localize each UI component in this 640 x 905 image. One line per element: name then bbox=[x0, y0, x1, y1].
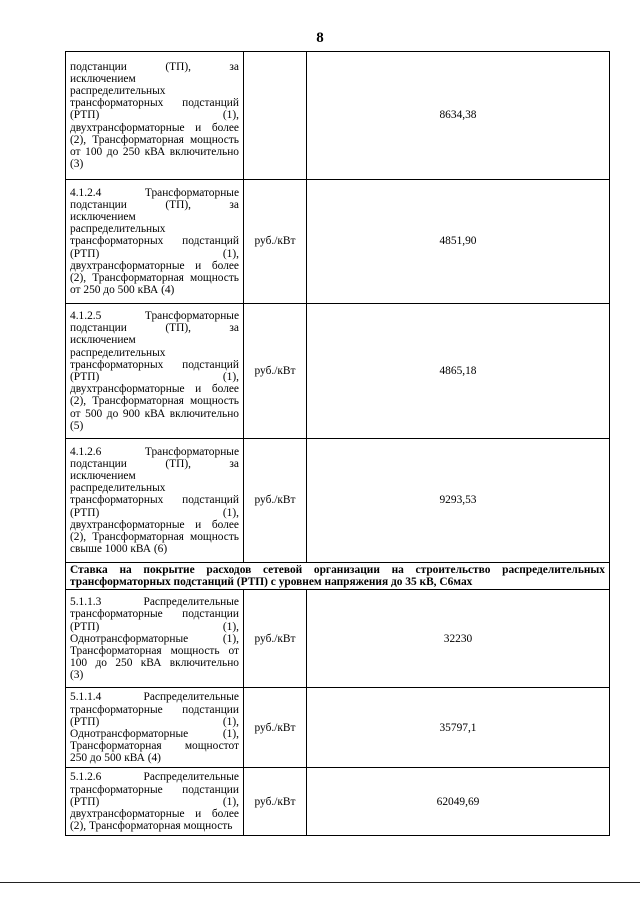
description-line: Однотрансформаторные (1), bbox=[70, 727, 239, 740]
description-line: Трансформаторная мощностот bbox=[70, 740, 239, 753]
description-line: подстанции (ТП), за bbox=[70, 60, 239, 73]
description-line: подстанции (ТП), за bbox=[70, 322, 239, 335]
unit-cell: руб./кВт bbox=[244, 688, 307, 768]
row-description bbox=[66, 304, 244, 439]
description-line: от 500 до 900 кВА включительно bbox=[70, 407, 239, 420]
table-row bbox=[66, 768, 610, 836]
description-line: (2), Трансформаторная мощность bbox=[70, 531, 239, 543]
description-line: трансформаторные подстанции bbox=[70, 783, 239, 796]
description-line: 4.1.2.4 Трансформаторные bbox=[70, 186, 239, 199]
description-line: (2), Трансформаторная мощность bbox=[70, 133, 239, 146]
description-line: 250 до 500 кВА (4) bbox=[70, 752, 161, 765]
description-line: (2), Трансформаторная мощность bbox=[70, 272, 239, 284]
unit-cell: руб./кВт bbox=[244, 439, 307, 563]
tariff-table-body bbox=[66, 52, 610, 836]
description-line: (3) bbox=[70, 669, 84, 682]
row-description bbox=[66, 688, 244, 768]
row-description bbox=[66, 52, 244, 180]
scan-edge-line bbox=[0, 882, 640, 883]
description-line: 4.1.2.6 Трансформаторные bbox=[70, 445, 239, 458]
description-line: от 100 до 250 кВА включительно bbox=[70, 146, 239, 158]
description-line: (РТП) (1), bbox=[70, 795, 239, 808]
rate-value: 35797,1 bbox=[307, 688, 610, 768]
description-line: распределительных bbox=[70, 346, 166, 359]
description-line: 5.1.1.4 Распределительные bbox=[70, 691, 239, 704]
description-line: трансформаторных подстанций bbox=[70, 358, 239, 371]
rate-value: 4865,18 bbox=[307, 304, 610, 439]
table-row bbox=[66, 304, 610, 439]
unit-cell bbox=[244, 52, 307, 180]
table-row bbox=[66, 439, 610, 563]
table-row bbox=[66, 52, 610, 180]
description-line: (РТП) (1), bbox=[70, 371, 239, 383]
section-header: Ставка на покрытие расходов сетевой организации на строительство распределительных трансформаторных подстанций (РТП) с уровнем напряжения до 35 кВ, С6мах bbox=[66, 563, 610, 590]
description-line: Трансформаторная мощность от bbox=[70, 645, 239, 657]
description-line: двухтрансформаторные и более bbox=[70, 259, 239, 272]
rate-value: 9293,53 bbox=[307, 439, 610, 563]
description-line: (РТП) (1), bbox=[70, 247, 239, 260]
description-line: 100 до 250 кВА включительно bbox=[70, 657, 239, 670]
description-line: трансформаторных подстанций bbox=[70, 494, 239, 507]
description-line: (РТП) (1), bbox=[70, 620, 239, 633]
row-description bbox=[66, 590, 244, 688]
description-line: подстанции (ТП), за bbox=[70, 198, 239, 211]
rate-value: 32230 bbox=[307, 590, 610, 688]
rate-value: 62049,69 bbox=[307, 768, 610, 836]
description-line: распределительных bbox=[70, 84, 166, 97]
row-description bbox=[66, 439, 244, 563]
unit-cell: руб./кВт bbox=[244, 304, 307, 439]
description-line: исключением bbox=[70, 334, 136, 347]
description-line: (РТП) (1), bbox=[70, 109, 239, 122]
description-line: (2), Трансформаторная мощность bbox=[70, 395, 239, 408]
description-line: свыше 1000 кВА (6) bbox=[70, 543, 168, 556]
row-description bbox=[66, 768, 244, 836]
unit-cell: руб./кВт bbox=[244, 590, 307, 688]
description-line: (2), Трансформаторная мощность bbox=[70, 820, 233, 833]
unit-cell: руб./кВт bbox=[244, 180, 307, 304]
description-line: двухтрансформаторные и более bbox=[70, 808, 239, 820]
description-line: 5.1.1.3 Распределительные bbox=[70, 596, 239, 609]
description-line: подстанции (ТП), за bbox=[70, 457, 239, 470]
tariff-table bbox=[65, 51, 610, 836]
table-row bbox=[66, 590, 610, 688]
description-line: двухтрансформаторные и более bbox=[70, 518, 239, 531]
description-line: от 250 до 500 кВА (4) bbox=[70, 284, 175, 297]
table-row bbox=[66, 180, 610, 304]
description-line: (3) bbox=[70, 158, 84, 171]
rate-value: 4851,90 bbox=[307, 180, 610, 304]
description-line: трансформаторные подстанции bbox=[70, 703, 239, 716]
description-line: (РТП) (1), bbox=[70, 715, 239, 728]
description-line: трансформаторные подстанции bbox=[70, 608, 239, 621]
unit-cell: руб./кВт bbox=[244, 768, 307, 836]
section-header-row bbox=[66, 563, 610, 590]
description-line: (5) bbox=[70, 419, 84, 432]
description-line: 4.1.2.5 Трансформаторные bbox=[70, 309, 239, 322]
page-number: 8 bbox=[316, 30, 324, 46]
description-line: исключением bbox=[70, 72, 136, 85]
row-description bbox=[66, 180, 244, 304]
description-line: трансформаторных подстанций bbox=[70, 97, 239, 110]
rate-value: 8634,38 bbox=[307, 52, 610, 180]
description-line: 5.1.2.6 Распределительные bbox=[70, 771, 239, 784]
description-line: (РТП) (1), bbox=[70, 506, 239, 519]
description-line: трансформаторных подстанций bbox=[70, 235, 239, 248]
description-line: исключением bbox=[70, 210, 136, 223]
table-row bbox=[66, 688, 610, 768]
description-line: распределительных bbox=[70, 223, 166, 236]
description-line: двухтрансформаторные и более bbox=[70, 121, 239, 134]
description-line: Однотрансформаторные (1), bbox=[70, 632, 239, 645]
description-line: распределительных bbox=[70, 482, 166, 495]
description-line: исключением bbox=[70, 469, 136, 482]
description-line: двухтрансформаторные и более bbox=[70, 383, 239, 396]
